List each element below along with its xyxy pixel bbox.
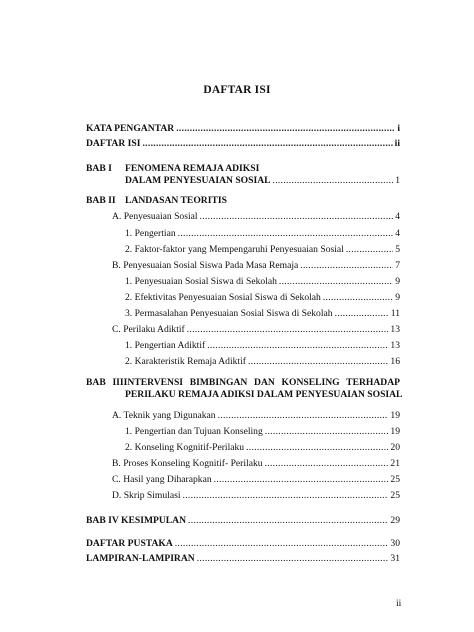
toc-entry-label: D. Skrip Simulasi	[112, 490, 181, 501]
toc-entry-page: ii	[394, 138, 400, 149]
toc-entry-label: BAB IV KESIMPULAN	[86, 515, 187, 526]
dot-leader	[300, 260, 393, 272]
toc-entry-3a2	[125, 442, 400, 454]
toc-entry-label: B. Proses Konseling Kognitif- Perilaku	[112, 458, 263, 469]
toc-entry-3b	[112, 458, 400, 470]
page-number: ii	[396, 598, 402, 609]
toc-entry-label: KATA PENGANTAR	[86, 123, 175, 134]
toc-entry-label: 1. Pengertian	[125, 228, 176, 239]
toc-entry-2a	[112, 211, 400, 223]
toc-entry-3a	[112, 410, 400, 422]
toc-entry-kata-pengantar	[86, 123, 400, 135]
toc-entry-label: 2. Konseling Kognitif-Perilaku	[125, 442, 245, 453]
bab3-title-line2: PERILAKU REMAJA ADIKSI DALAM PENYESUAIAN SOSIAL	[125, 389, 403, 400]
toc-entry-label: C. Hasil yang Diharapkan	[112, 474, 212, 485]
toc-entry-2a1	[125, 228, 400, 240]
toc-entry-label: A. Teknik yang Digunakan	[112, 410, 216, 421]
toc-entry-2c	[112, 324, 400, 336]
toc-entry-page: 1	[395, 175, 400, 186]
toc-entry-label: 3. Permasalahan Penyesuaian Sosial Siswa di Sekolah	[125, 308, 333, 319]
toc-entry-label: 1. Pengertian Adiktif	[125, 340, 206, 351]
toc-entry-2b2	[125, 292, 400, 304]
toc-entry-page: 25	[390, 474, 400, 485]
toc-entry-page: 31	[390, 553, 400, 564]
toc-entry-page: 29	[390, 515, 400, 526]
dot-leader	[142, 138, 392, 150]
toc-entry-label: LAMPIRAN-LAMPIRAN	[86, 553, 195, 564]
toc-entry-daftar-pustaka	[86, 538, 400, 550]
toc-entry-page: 13	[390, 324, 400, 335]
toc-entry-2b3	[125, 308, 400, 320]
toc-entry-page: 4	[395, 228, 400, 239]
toc-entry-daftar-isi	[86, 138, 400, 150]
dot-leader	[218, 410, 389, 422]
dot-leader	[346, 244, 393, 256]
dot-leader	[323, 292, 393, 304]
toc-entry-2b1	[125, 276, 400, 288]
toc-entry-label: 1. Penyesuaian Sosial Siswa di Sekolah	[125, 276, 277, 287]
toc-entry-label: DAFTAR ISI	[86, 138, 141, 149]
toc-entry-2b	[112, 260, 400, 272]
toc-entry-label: 2. Karakteristik Remaja Adiktif	[125, 356, 246, 367]
dot-leader	[273, 175, 394, 187]
toc-entry-2c1	[125, 340, 400, 352]
toc-entry-page: 9	[395, 292, 400, 303]
toc-entry-2c2	[125, 356, 400, 368]
dot-leader	[197, 553, 389, 565]
dot-leader	[248, 356, 388, 368]
toc-entry-label: DAFTAR PUSTAKA	[86, 538, 173, 549]
dot-leader	[176, 123, 395, 135]
toc-entry-3d	[112, 490, 400, 502]
dot-leader	[214, 474, 389, 486]
bab3-title-text: INTERVENSI BIMBINGAN DAN KONSELING TERHADAP	[123, 377, 401, 388]
dot-leader	[200, 211, 394, 223]
toc-entry-page: 30	[390, 538, 400, 549]
dot-leader	[178, 228, 394, 240]
toc-entry-page: i	[397, 123, 400, 134]
toc-entry-3a1	[125, 426, 400, 438]
dot-leader	[175, 538, 389, 550]
toc-entry-page: 19	[390, 410, 400, 421]
dot-leader	[183, 490, 389, 502]
toc-entry-page: 11	[390, 308, 400, 319]
toc-entry-label: 2. Efektivitas Penyesuaian Sosial Siswa di Sekolah	[125, 292, 321, 303]
bab3-code: BAB III	[86, 377, 124, 388]
toc-entry-3c	[112, 474, 400, 486]
dot-leader	[265, 426, 389, 438]
dot-leader	[187, 324, 389, 336]
toc-entry-2a2	[125, 244, 400, 256]
toc-entry-page: 4	[395, 211, 400, 222]
bab1-title-line1: FENOMENA REMAJA ADIKSI	[125, 163, 260, 174]
bab1-title-line2: DALAM PENYESUAIAN SOSIAL	[125, 175, 271, 186]
toc-entry-label: 2. Faktor-faktor yang Mempengaruhi Penyesuaian Sosial	[125, 244, 344, 255]
toc-entry-page: 16	[390, 356, 400, 367]
toc-entry-page: 21	[390, 458, 400, 469]
bab2-title: LANDASAN TEORITIS	[125, 195, 227, 206]
bab2-code: BAB II	[86, 195, 116, 206]
toc-entry-lampiran	[86, 553, 400, 565]
toc-entry-label: 1. Pengertian dan Tujuan Konseling	[125, 426, 263, 437]
toc-entry-page: 25	[390, 490, 400, 501]
dot-leader	[265, 458, 389, 470]
toc-entry-label: C. Perilaku Adiktif	[112, 324, 185, 335]
toc-entry-label: A. Penyesuaian Sosial	[112, 211, 198, 222]
bab1-code: BAB I	[86, 163, 112, 174]
toc-entry-page: 13	[390, 340, 400, 351]
toc-entry-page: 9	[395, 276, 400, 287]
toc-entry-page: 7	[395, 260, 400, 271]
toc-entry-page: 19	[390, 426, 400, 437]
dot-leader	[335, 308, 389, 320]
toc-entry-bab1	[125, 175, 400, 187]
toc-entry-page: 5	[395, 244, 400, 255]
dot-leader	[279, 276, 393, 288]
bab3-title-line1	[86, 377, 400, 389]
toc-entry-bab4	[86, 515, 400, 527]
dot-leader	[188, 515, 388, 527]
toc-entry-label: B. Penyesuaian Sosial Siswa Pada Masa Remaja	[112, 260, 299, 271]
toc-entry-page: 20	[390, 442, 400, 453]
dot-leader	[246, 442, 388, 454]
page-title: DAFTAR ISI	[203, 84, 271, 96]
dot-leader	[207, 340, 388, 352]
